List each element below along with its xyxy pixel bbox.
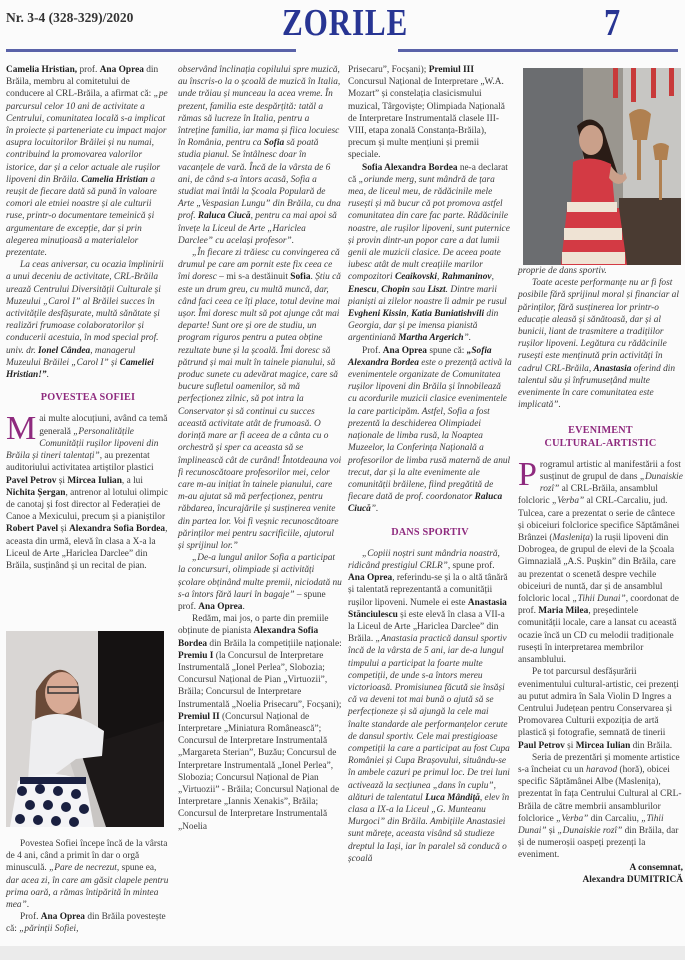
paragraph: Mai multe alocuțiuni, având ca temă generală „Personalitățile Comunității rușilor lipoveni din Brăila și tineri talentați”, au prezentat auditoriului activitatea artiștilor plastici Pavel Petrov și Mircea Iulian, a lui Nichita Șergan, antrenor al lotului olimpic de canotaj și fost director al Federației de Canoe a Mexicului, precum și a pianiștilor Robert Pavel și Alexandra Sofia Bordea, aceasta din urmă, elevă în clasa a X-a la Liceul de Arte „Hariclea Darclee” din Brăila, susținând și un recital de pian. xyxy=(6,410,168,571)
header-rule-right xyxy=(398,49,678,52)
paragraph: „În fiecare zi trăiesc cu convingerea că drumul pe care am pornit este fix ceea ce îmi doresc – mi s-a destăinuit Sofia. Știu că este un drum greu, cu multă muncă, dar, când faci ceea ce îți place, totul devine mai ușor. Îmi doresc mult să pot ajunge cât mai departe! Sunt ore și ore de studiu, un program riguros pentru a putea obține rezultate bune și la școală. Îmi doresc să pătrund și mai mult în tainele pianului, să produc sunete cu adevărat magice, care să bucure sufletul oamenilor, să mă perfecționez zilnic, să pot intra la Conservator și să continui cu succes această activitate atât de frumoasă. O dorință mare ar fi aceea de a cânta cu o orchestră și sper ca aceasta să se împlinească cât de curând! Întotdeauna voi fi recunoscătoare profesorilor mei, celor care m-au inițiat în tainele pianului, care m-au ajutat să mă perfecționez, pentru răbdarea, încurajările și susținerea venite din partea lor. Voi fi veșnic recunoscătoare părinților mei pentru sacrificiile, ajutorul și sprijinul lor.” xyxy=(178,248,342,551)
drop-cap: M xyxy=(6,410,37,448)
section-heading-eveniment-cultural-artistic: EVENIMENT CULTURAL-ARTISTIC xyxy=(544,425,657,449)
paragraph: Redăm, mai jos, o parte din premiile obținute de pianista Alexandra Sofia Bordea din Brăila la competițiile naționale: Premiu I (la Concursul de Interpretare Instrumentală „Ionel Perlea”, Slobozia; Concursul Național de Pian „Virtuozii”, Brăila; Concursul de Interpretare Instrumentală „Noelia Prisecaru”, Focșani); Premiul II (Concursul Național de Interpretare „Miniatura Românească”; Concursul de Interpretare Instrumentală „Margareta Sterian”, Buzău; Concursul de Interpretare Instrumentală „Ionel Perlea”, Slobozia; Concursul Național de Pian „Virtuozii” - Brăila; Concursul Național de Interpretare „Iannis Xenakis”, Brăila; Concursul de Interpretare Instrumentală „Noelia xyxy=(178,614,342,832)
paragraph: Toate aceste performanțe nu ar fi fost posibile fără sprijinul moral și financiar al părinților, fără susținerea lor printr-o educație aleasă și sănătoasă, dar și al bunicii, liant de trasmitere a tradițiilor rușilor lipoveni. Legătura cu rădăcinile rusești este menținută prin activități în cadrul CRL-Brăila, Anastasia oferind din talentul său și înfrumusețând multe evenimente în care comunitatea este implicată”. xyxy=(518,278,679,411)
paragraph: „De-a lungul anilor Sofia a participat la concursuri, olimpiade și activități școlare obținând multe premii, niciodată nu s-a întors fără lauri în bagaje” – spune prof. Ana Oprea. xyxy=(178,553,342,612)
paragraph: Camelia Hristian, prof. Ana Oprea din Brăila, membru al comitetului de conducere al CRL-Brăila, a afirmat că: „pe parcursul celor 10 ani de activitate a Centrului, comunitatea locală s-a implicat în proiecte și parteneriate cu impact major asupra locuitorilor Brăilei și nu numai, contribuind la promovarea valorilor istorice, dar și a celor actuale ale rușilor lipoveni din Brăila. Camelia Hristian a reușit de fiecare dată să pună în valoare comori ale etniei noastre și ale culturii ruse, printr-o documentare temeinică și argumentare de excepție, dar și prin alegerea minuțioasă a materialelor prezentate. xyxy=(6,65,168,259)
masthead-title: ZORILE xyxy=(282,2,409,44)
photo-dancer xyxy=(523,68,681,265)
issue-number: Nr. 3-4 (328-329)/2020 xyxy=(6,10,134,25)
column-4 xyxy=(518,265,683,886)
paragraph: Pe tot parcursul desfășurării evenimentului cultural-artistic, cei prezenți au putut admira în Sala Violin D Ingres a Centrului Județean pentru Conservarea și Promovarea Culturii expoziția de artă plastică și fotografie, semnată de tinerii Paul Petrov și Mircea Iulian din Brăila. xyxy=(518,667,679,751)
page-number: 7 xyxy=(604,2,621,44)
paragraph: proprie de dans sportiv. xyxy=(518,266,607,276)
section-heading-dans-sportiv: DANS SPORTIV xyxy=(391,526,469,538)
paragraph: Prof. Ana Oprea din Brăila povestește că: „părinții Sofiei, xyxy=(6,912,166,935)
column-1-continued xyxy=(6,838,170,936)
paragraph: Prof. Ana Oprea spune că: „Sofia Alexandra Bordea este o prezență activă la evenimentele organizate de Comunitatea rușilor lipoveni din Brăila și înnobilează cu acordurile muzicii clasice evenimentele la care participăm. Astfel, Sofia a fost prezentă la deschiderea Olimpiadei naționale de limba rusă, la Noaptea Muzeelor, la Conferința Națională a profesorilor de limba rusă maternă de anul trecut, dar și la alte evenimente ale comunității brăilene, fiind pregătită de fiecare dată de prof. coordonator Raluca Ciucă”. xyxy=(348,345,512,515)
drop-cap: P xyxy=(518,455,537,493)
signature: A consemnat, Alexandra DUMITRICĂ xyxy=(582,862,683,885)
paragraph: Seria de prezentări și momente artistice s-a încheiat cu un haravod (horă), obicei specific Săptămânei Albe (Maslenița), prezentat în fața Centrului Cultural al CRL-Brăila de către membrii ansamblurilor folclorice „Verba” din Carcaliu, „Tihii Dunai” și „Dunaiskie rozî” din Brăila, dar și de numeroșii oaspeți prezenți la eveniment. xyxy=(518,752,682,861)
paragraph: Prisecaru”, Focșani); Premiul III Concursul Național de Interpretare „W.A. Mozart” și constelația clasicismului muzical, Târgoviște; Olimpiada Națională de Interpretare Instrumentală clasele III-VIII, etapa zonală Constanța-Brăila), precum și multe mențiuni și premii speciale. xyxy=(348,65,505,161)
paragraph: „Copiii noștri sunt mândria noastră, ridicând prestigiul CRLR”, spune prof. Ana Oprea, referindu-se și la o altă tânără și talentată reprezentantă a comunității rușilor lipoveni. Numele ei este Anastasia Stănciulescu și este elevă în clasa a VII-a la Liceul de Arte „Hariclea Darclee” din Brăila. „Anastasia practică dansul sportiv încă de la vârsta de 5 ani, iar de-a lungul timpului a participat la foarte multe competiții, de unde s-a întors mereu victorioasă. Promisiunea făcută sie însăși că va deveni tot mai bună o ajută să se perfecționeze și să ajungă la cele mai înalte standarde ale performanțelor cerute de dansul sportiv. Cele mai prestigioase competiții la care a participat au fost Cupa României și Cupa Brașovului, situându-se în ambele cazuri pe primul loc. De trei luni activează la secțiunea „dans în cuplu”, alături de talentatul Luca Mândiță, elev în clasa a IX-a la Liceul „G. Munteanu Murgoci” din Brăila. Ambițiile Anastasiei sunt mărețe, aceasta visând să studieze dreptul la Iași, iar în paralel să conducă o școală xyxy=(348,548,510,864)
column-2 xyxy=(178,64,342,833)
column-3 xyxy=(348,64,512,865)
column-1 xyxy=(6,64,170,572)
paragraph: La ceas aniversar, cu ocazia împlinirii a unui deceniu de activitate, CRL-Brăila urează Centrului Diversității Culturale și Muzeului „Carol I” al Brăilei succes în activitățile desfășurate, multă sănătate și realizări frumoase colaboratorilor și conducerii acestuia, în mod special prof. univ. dr. Ionel Cândea, managerul Muzeului Brăilei „Carol I” și Cameliei Hristian!”. xyxy=(6,260,164,381)
header-rule-left xyxy=(6,49,296,52)
paragraph: Programul artistic al manifestării a fost susținut de grupul de dans „Dunaiskie rozî” al CRL-Brăila, ansamblul folcloric „Verba” al CRL-Carcaliu, jud. Tulcea, care a prezentat o serie de cântece și obiceiuri folclorice specifice Săptămânei Brânzei (Maslenița) la rușii lipoveni din Dobrogea, de grupul de elevi de la Școala Gimnazială „A.S. Pușkin” din Brăila, care au prezentat o scenetă despre vechile obiceiuri de nuntă, dar și de ansamblul folcloric local „Tihii Dunai”, coordonat de prof. Maria Milea, președintele comunității locale, care a lansat cu această ocazie încă un CD cu melodii tradiționale rusești în interpretarea membrilor ansamblului. xyxy=(518,455,683,666)
paragraph: Sofia Alexandra Bordea ne-a declarat că „oriunde merg, sunt mândră de țara mea, de liceul meu, de rădăcinile mele rusești și mă bucur că pot promova astfel comunitatea din care fac parte. Rădăcinile noastre, ale rușilor lipoveni, sunt puternice și provin dintr-un popor care a dat lumii genii ale muzicii clasice. De aceea poate iubesc atât de mult creațiile marilor compozitori Ceaikovski, Rahmaninov, Enescu, Chopin sau Liszt. Dintre marii pianiști ai zilelor noastre îi admir pe rusul Evgheni Kissin, Katia Buniatishvili din Georgia, dar și pe imensa pianistă argentiniană Martha Argerich”. xyxy=(348,162,510,344)
paragraph: Povestea Sofiei începe încă de la vârsta de 4 ani, când a primit în dar o orgă minusculă. „Pare de necrezut, spune ea, dar acea zi, în care am găsit clapele pentru prima oară, a rămas întipărită în mintea mea”. xyxy=(6,839,169,911)
section-heading-povestea-sofiei: POVESTEA SOFIEI xyxy=(40,392,136,404)
photo-pianist xyxy=(6,631,164,827)
paragraph: observând înclinația copilului spre muzică, au înscris-o la o școală de muzică în Italia, unde trăiau și munceau la acea vreme. În prezent, familia este despărțită: tatăl a rămas să lucreze în Italia, pentru a întreține familia, iar mama și fiica locuiesc în România, pentru ca Sofia să poată studia pianul. Se întâlnesc doar în vacanțele de vară. Încă de la vârsta de 6 ani, de când s-a întors acasă, Sofia a studiat mai întâi la Școala Populară de Arte „Vespasian Lungu” din Brăila, cu dna prof. Raluca Ciucă, pentru ca mai apoi să învețe la Liceul de Arte „Hariclea Darclee” cu același profesor”. xyxy=(178,65,341,246)
